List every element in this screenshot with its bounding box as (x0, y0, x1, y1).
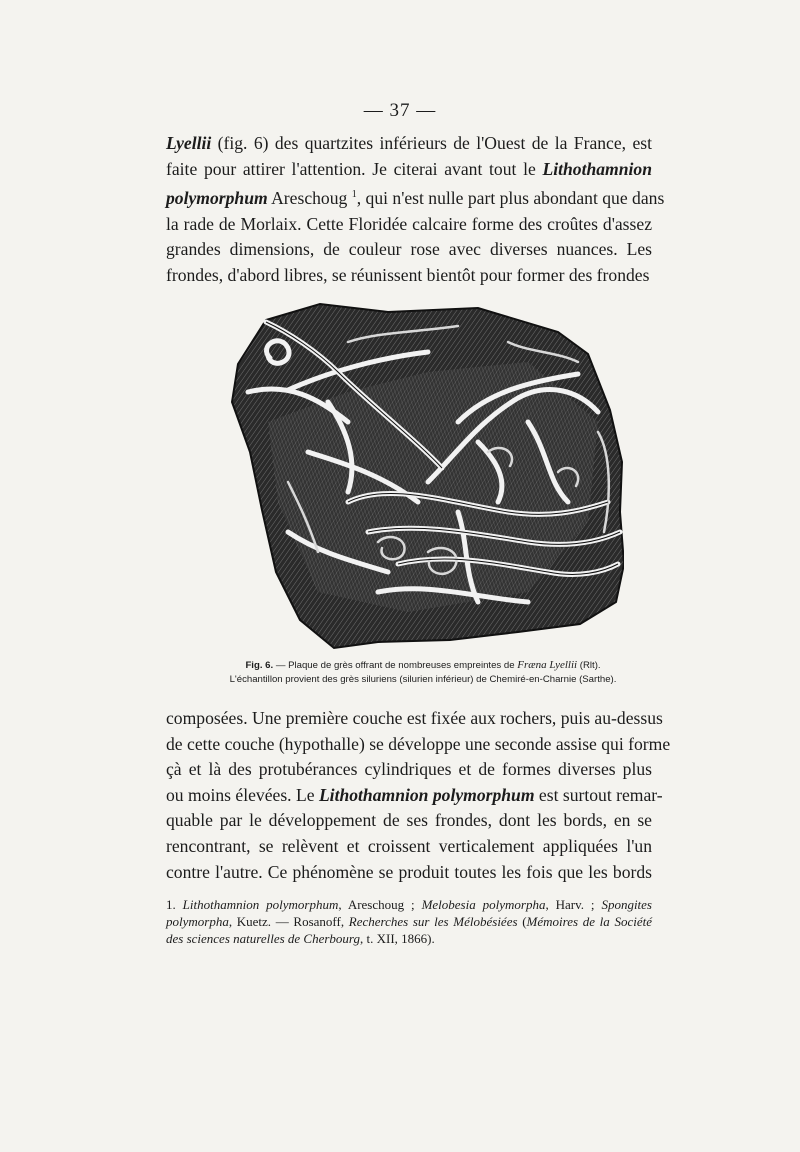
text-line: çà et là des protubérances cylindriques et de formes diverses plus (166, 759, 652, 780)
text-run: Melobesia polymorpha (421, 897, 546, 912)
text-run: (fig. 6) des quartzites inférieurs de l'Ouest de la France, est (211, 133, 652, 153)
text-run: polymorpha (166, 914, 229, 929)
footnote-line (166, 913, 652, 930)
page-number: — 37 — (363, 100, 437, 121)
text-line (166, 182, 665, 211)
text-run: Lithothamnion polymorphum (182, 897, 339, 912)
paragraph-2 (166, 706, 671, 885)
footnote-line (166, 896, 652, 913)
text-line (166, 131, 652, 157)
footnote-ref: 1 (351, 189, 357, 201)
text-run: , Harv. ; (545, 897, 602, 912)
text-line: rencontrant, se relèvent et croissent verticalement appliquées l'un (166, 835, 652, 856)
fossil-slab-illustration (228, 302, 624, 652)
text-line: composées. Une première couche est fixée aux rochers, puis au-dessus (166, 708, 663, 728)
text-run: ou moins élevées. Le (166, 784, 319, 805)
text-run: , Kuetz. — Rosanoff, (228, 914, 349, 929)
text-run: des sciences naturelles de Cherbourg (166, 931, 360, 946)
figure-caption (188, 658, 658, 687)
text-line: de cette couche (hypothalle) se développe une seconde assise qui forme (166, 733, 671, 754)
text-run: Spongites (601, 897, 652, 912)
caption-text: — Plaque de grès offrant de nombreuses empreintes de (273, 660, 518, 671)
text-run: , Areschoug ; (338, 897, 422, 912)
text-run: , t. XII, 1866). (360, 931, 435, 946)
text-run: Recherches sur les Mélobésiées (348, 914, 518, 929)
caption-line-2: L'échantillon provient des grès siluriens (silurien inférieur) de Chemiré-en-Charnie (Sarthe). (229, 674, 617, 685)
text-line: quable par le développement de ses frondes, dont les bords, en se (166, 810, 652, 831)
text-run: faite pour attirer l'attention. Je citerai avant tout le (166, 158, 543, 179)
text-line: contre l'autre. Ce phénomène se produit toutes les fois que les bords (166, 861, 652, 882)
caption-line-1 (188, 658, 658, 673)
text-line: la rade de Morlaix. Cette Floridée calcaire forme des croûtes d'assez (166, 213, 652, 234)
text-run: Areschoug (267, 188, 352, 209)
species-name: Lyellii (166, 133, 212, 153)
species-name: Lithothamnion (542, 158, 652, 179)
text-line (166, 783, 663, 809)
figure-label: Fig. 6. (245, 660, 274, 671)
text-line: grandes dimensions, de couleur rose avec diverses nuances. Les (166, 239, 652, 260)
fossil-engraving-figure (228, 302, 624, 652)
text-run: est surtout remar- (534, 784, 663, 805)
paragraph-1 (166, 131, 665, 288)
footnote-number: 1. (166, 897, 183, 912)
text-run: , qui n'est nulle part plus abondant que dans (356, 188, 665, 209)
footnote-line (166, 930, 652, 947)
text-run: Mémoires de la Société (526, 914, 652, 929)
text-line (166, 157, 652, 183)
text-run: ( (517, 914, 527, 929)
caption-text: (Rlt). (577, 660, 601, 671)
species-name: Lithothamnion polymorphum (318, 784, 535, 805)
text-line: frondes, d'abord libres, se réunissent bientôt pour former des frondes (166, 264, 650, 285)
species-name: polymorphum (166, 188, 268, 209)
caption-species: Fræna Lyellii (517, 659, 578, 671)
footnote (166, 896, 652, 947)
